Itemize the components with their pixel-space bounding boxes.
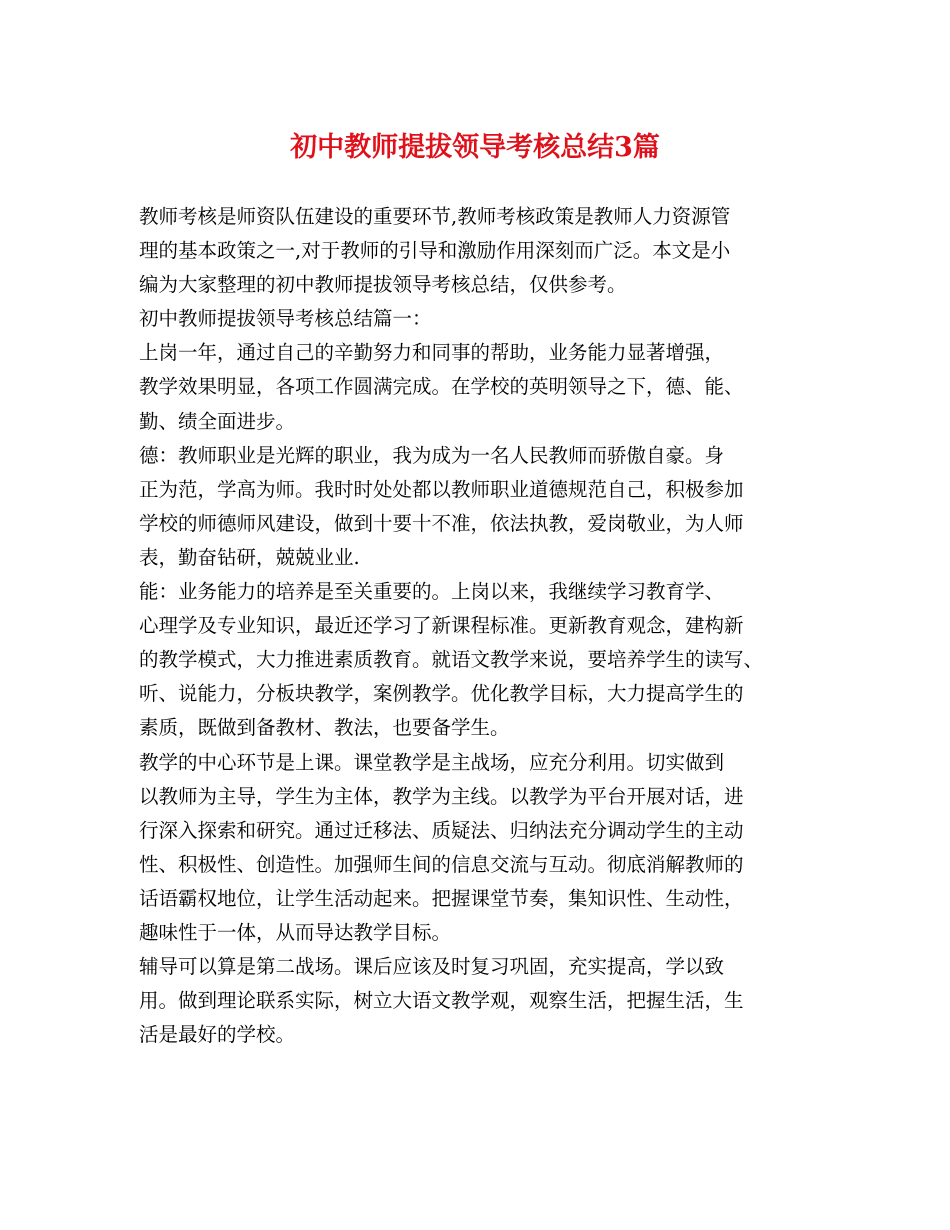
body-line: 教学的中心环节是上课。课堂教学是主战场，应充分利用。切实做到 bbox=[139, 750, 725, 774]
document-title: 初中教师提拔领导考核总结3篇 bbox=[290, 132, 660, 163]
body-line: 辅导可以算是第二战场。课后应该及时复习巩固，充实提高，学以致 bbox=[139, 955, 725, 979]
body-line: 学校的师德师风建设，做到十要十不准，依法执教，爱岗敬业，为人师 bbox=[139, 511, 744, 535]
body-line: 心理学及专业知识，最近还学习了新课程标准。更新教育观念，建构新 bbox=[139, 614, 744, 638]
body-line: 趣味性于一体，从而导达教学目标。 bbox=[139, 920, 452, 944]
body-line: 以教师为主导，学生为主体，教学为主线。以教学为平台开展对话，进 bbox=[139, 784, 744, 808]
body-line: 上岗一年，通过自己的辛勤努力和同事的帮助，业务能力显著增强， bbox=[139, 341, 725, 365]
body-line: 教学效果明显，各项工作圆满完成。在学校的英明领导之下，德、能、 bbox=[139, 375, 744, 399]
body-line: 编为大家整理的初中教师提拔领导考核总结，仅供参考。 bbox=[139, 273, 627, 297]
document-body bbox=[139, 200, 819, 1052]
body-line: 的教学模式，大力推进素质教育。就语文教学来说，要培养学生的读写、 bbox=[139, 648, 764, 672]
body-line: 活是最好的学校。 bbox=[139, 1023, 296, 1047]
body-line: 表，勤奋钻研，兢兢业业. bbox=[139, 545, 360, 569]
body-line: 教师考核是师资队伍建设的重要环节,教师考核政策是教师人力资源管 bbox=[139, 205, 731, 228]
body-line: 素质，既做到备教材、教法，也要备学生。 bbox=[139, 716, 510, 740]
body-line: 正为范，学高为师。我时时处处都以教师职业道德规范自己，积极参加 bbox=[139, 477, 744, 501]
body-line: 勤、绩全面进步。 bbox=[139, 409, 296, 433]
body-line: 能：业务能力的培养是至关重要的。上岗以来，我继续学习教育学、 bbox=[139, 580, 725, 604]
body-line: 话语霸权地位，让学生活动起来。把握课堂节奏，集知识性、生动性， bbox=[139, 886, 744, 910]
body-line: 性、积极性、创造性。加强师生间的信息交流与互动。彻底消解教师的 bbox=[139, 852, 744, 876]
body-line: 理的基本政策之一,对于教师的引导和激励作用深刻而广泛。本文是小 bbox=[139, 239, 731, 263]
body-line: 听、说能力，分板块教学，案例教学。优化教学目标，大力提高学生的 bbox=[139, 682, 744, 706]
body-line: 德：教师职业是光辉的职业，我为成为一名人民教师而骄傲自豪。身 bbox=[139, 443, 725, 467]
body-line: 用。做到理论联系实际，树立大语文教学观，观察生活，把握生活，生 bbox=[139, 989, 744, 1013]
body-line: 行深入探索和研究。通过迁移法、质疑法、归纳法充分调动学生的主动 bbox=[139, 818, 744, 842]
body-line: 初中教师提拔领导考核总结篇一： bbox=[139, 307, 432, 331]
